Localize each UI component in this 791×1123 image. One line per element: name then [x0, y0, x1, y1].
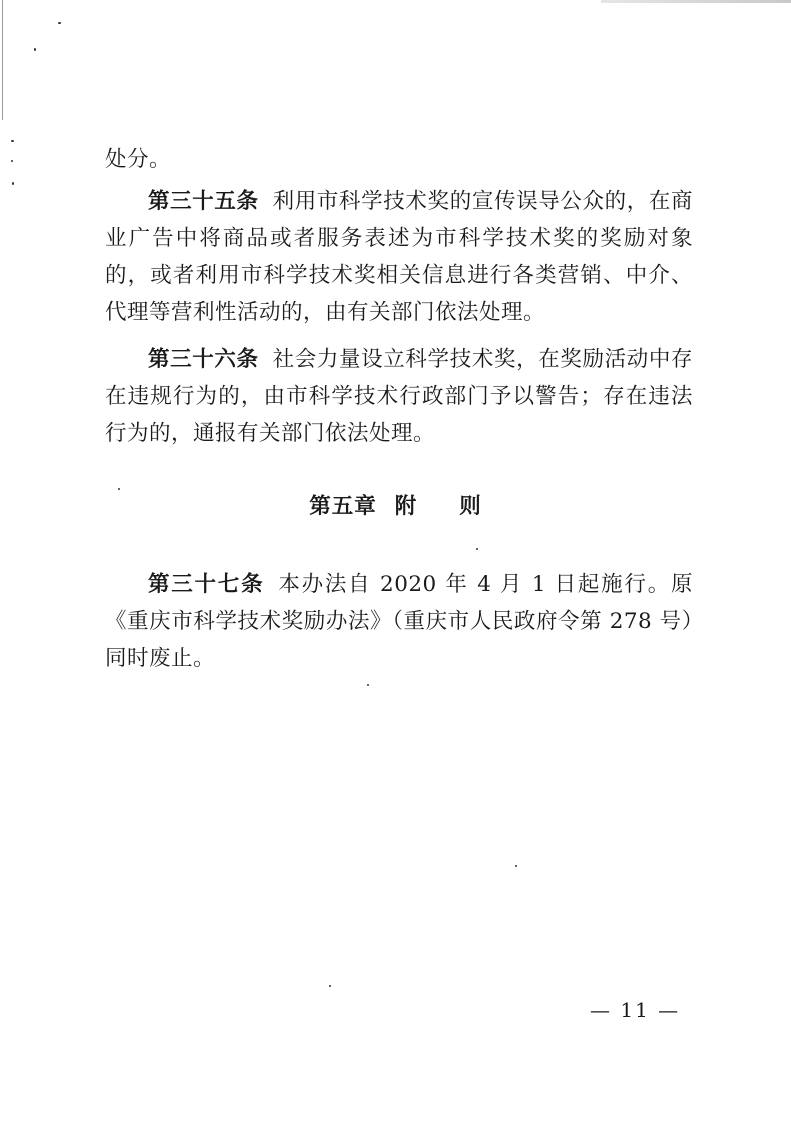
article-text: 社会力量设立科学技术奖，在奖励活动中存在违规行为的，由市科学技术行政部门予以警告；存在违法行为的，通报有关部门依法处理。: [105, 347, 693, 446]
text-block-lower: [105, 566, 693, 677]
chapter-title-part1: 附: [394, 494, 418, 519]
scan-speck: [58, 22, 61, 24]
article-number: 第三十五条: [148, 189, 259, 214]
article-text: 本办法自 2020 年 4 月 1 日起施行。原《重庆市科学技术奖励办法》（重庆市人民政府令第 278 号）同时废止。: [105, 572, 693, 671]
continuation-paragraph: [105, 141, 693, 178]
article-number: 第三十七条: [148, 572, 265, 597]
binding-edge: [2, 0, 3, 120]
chapter-title-part2: 则: [459, 494, 482, 519]
chapter-heading: [0, 489, 791, 520]
scan-speck: [367, 684, 369, 686]
scan-speck: [515, 865, 517, 867]
article-number: 第三十六条: [148, 347, 259, 372]
scan-speck: [11, 160, 13, 162]
scan-speck: [329, 985, 331, 987]
scan-speck: [476, 548, 478, 550]
article-text: 利用市科学技术奖的宣传误导公众的，在商业广告中将商品或者服务表述为市科学技术奖的奖励对象的，或者利用市科学技术奖相关信息进行各类营销、中介、代理等营利性活动的，由有关部门依法处理。: [105, 189, 693, 325]
scan-speck: [11, 140, 14, 142]
page-number: — 11 —: [590, 998, 681, 1022]
scan-edge: [601, 0, 791, 3]
article-37: [105, 566, 693, 677]
article-35: [105, 183, 693, 331]
article-36: [105, 341, 693, 452]
scan-speck: [12, 182, 14, 185]
chapter-number: 第五章: [309, 494, 377, 519]
text-block-upper: [105, 141, 693, 452]
continuation-text: 处分。: [105, 147, 172, 172]
scan-speck: [34, 48, 36, 51]
